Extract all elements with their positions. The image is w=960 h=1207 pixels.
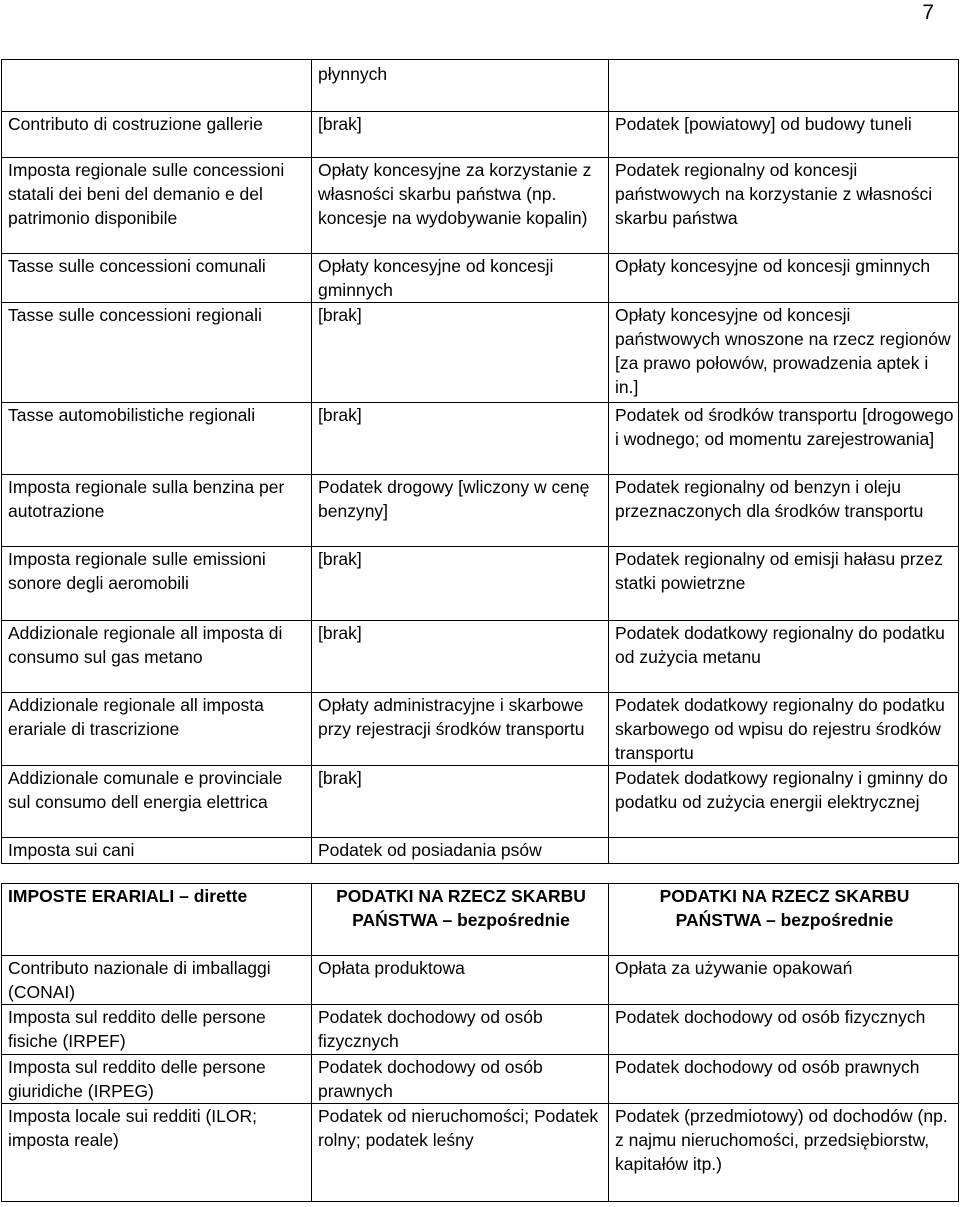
polish-equivalent-cell: Opłaty koncesyjne od koncesji gminnych bbox=[312, 254, 609, 303]
polish-equivalent-cell: Opłata produktowa bbox=[312, 956, 609, 1005]
table-row bbox=[2, 766, 959, 838]
italian-tax-cell: Imposta sul reddito delle persone giuridiche (IRPEG) bbox=[2, 1055, 312, 1104]
table-cell bbox=[2, 60, 312, 112]
polish-equivalent-cell: Opłaty administracyjne i skarbowe przy rejestracji środków transportu bbox=[312, 693, 609, 766]
italian-tax-cell: Contributo nazionale di imballaggi (CONAI) bbox=[2, 956, 312, 1005]
polish-equivalent-cell: Podatek dochodowy od osób prawnych bbox=[312, 1055, 609, 1104]
polish-translation-cell: Opłata za używanie opakowań bbox=[609, 956, 959, 1005]
column-header-italian: IMPOSTE ERARIALI – dirette bbox=[2, 884, 312, 956]
table-row bbox=[2, 475, 959, 547]
column-header-polish-translation: PODATKI NA RZECZ SKARBU PAŃSTWA – bezpośrednie bbox=[609, 884, 959, 956]
table-row bbox=[2, 112, 959, 158]
polish-translation-cell: Podatek regionalny od emisji hałasu przez statki powietrzne bbox=[609, 547, 959, 621]
table-row bbox=[2, 254, 959, 303]
polish-equivalent-cell: Podatek dochodowy od osób fizycznych bbox=[312, 1005, 609, 1055]
polish-equivalent-cell: Opłaty koncesyjne za korzystanie z własności skarbu państwa (np. koncesje na wydobywanie kopalin) bbox=[312, 158, 609, 254]
polish-equivalent-cell: [brak] bbox=[312, 621, 609, 693]
polish-translation-cell: Podatek dodatkowy regionalny do podatku od zużycia metanu bbox=[609, 621, 959, 693]
italian-tax-cell: Imposta sul reddito delle persone fisiche (IRPEF) bbox=[2, 1005, 312, 1055]
polish-equivalent-cell: [brak] bbox=[312, 112, 609, 158]
italian-tax-cell: Imposta regionale sulle concessioni statali dei beni del demanio e del patrimonio disponibile bbox=[2, 158, 312, 254]
italian-tax-cell: Tasse automobilistiche regionali bbox=[2, 403, 312, 475]
table-row bbox=[2, 1055, 959, 1104]
table-row bbox=[2, 1005, 959, 1055]
italian-tax-cell: Addizionale comunale e provinciale sul consumo dell energia elettrica bbox=[2, 766, 312, 838]
table-row bbox=[2, 547, 959, 621]
tax-comparison-table-continued bbox=[1, 59, 959, 864]
table-row bbox=[2, 303, 959, 403]
polish-translation-cell: Podatek [powiatowy] od budowy tuneli bbox=[609, 112, 959, 158]
table-header-row bbox=[2, 884, 959, 956]
table-cell bbox=[609, 60, 959, 112]
italian-tax-cell: Imposta regionale sulle emissioni sonore degli aeromobili bbox=[2, 547, 312, 621]
polish-translation-cell: Podatek dochodowy od osób fizycznych bbox=[609, 1005, 959, 1055]
polish-translation-cell: Podatek regionalny od benzyn i oleju przeznaczonych dla środków transportu bbox=[609, 475, 959, 547]
polish-equivalent-cell: [brak] bbox=[312, 547, 609, 621]
polish-translation-cell: Podatek od środków transportu [drogowego i wodnego; od momentu zarejestrowania] bbox=[609, 403, 959, 475]
polish-equivalent-cell: [brak] bbox=[312, 303, 609, 403]
italian-tax-cell: Tasse sulle concessioni regionali bbox=[2, 303, 312, 403]
table-row bbox=[2, 158, 959, 254]
direct-taxes-table bbox=[1, 883, 959, 1202]
polish-translation-cell bbox=[609, 838, 959, 864]
polish-equivalent-cell: [brak] bbox=[312, 403, 609, 475]
column-header-polish-equivalent: PODATKI NA RZECZ SKARBU PAŃSTWA – bezpośrednie bbox=[312, 884, 609, 956]
table-row bbox=[2, 60, 959, 112]
table-row bbox=[2, 403, 959, 475]
italian-tax-cell: Imposta regionale sulla benzina per autotrazione bbox=[2, 475, 312, 547]
italian-tax-cell: Contributo di costruzione gallerie bbox=[2, 112, 312, 158]
header-continuation: płynnych bbox=[318, 64, 388, 84]
polish-translation-cell: Opłaty koncesyjne od koncesji państwowych wnoszone na rzecz regionów [za prawo połowów, prowadzenia aptek i in.] bbox=[609, 303, 959, 403]
italian-tax-cell: Tasse sulle concessioni comunali bbox=[2, 254, 312, 303]
table-cell bbox=[312, 60, 609, 112]
italian-tax-cell: Addizionale regionale all imposta erariale di trascrizione bbox=[2, 693, 312, 766]
polish-translation-cell: Podatek dodatkowy regionalny do podatku skarbowego od wpisu do rejestru środków transportu bbox=[609, 693, 959, 766]
polish-translation-cell: Opłaty koncesyjne od koncesji gminnych bbox=[609, 254, 959, 303]
table-row bbox=[2, 838, 959, 864]
polish-translation-cell: Podatek dochodowy od osób prawnych bbox=[609, 1055, 959, 1104]
table-row bbox=[2, 956, 959, 1005]
polish-equivalent-cell: [brak] bbox=[312, 766, 609, 838]
table-row bbox=[2, 693, 959, 766]
polish-translation-cell: Podatek regionalny od koncesji państwowych na korzystanie z własności skarbu państwa bbox=[609, 158, 959, 254]
table-row bbox=[2, 621, 959, 693]
italian-tax-cell: Addizionale regionale all imposta di consumo sul gas metano bbox=[2, 621, 312, 693]
italian-tax-cell: Imposta locale sui redditi (ILOR; imposta reale) bbox=[2, 1104, 312, 1202]
polish-translation-cell: Podatek dodatkowy regionalny i gminny do podatku od zużycia energii elektrycznej bbox=[609, 766, 959, 838]
polish-equivalent-cell: Podatek drogowy [wliczony w cenę benzyny] bbox=[312, 475, 609, 547]
italian-tax-cell: Imposta sui cani bbox=[2, 838, 312, 864]
polish-equivalent-cell: Podatek od nieruchomości; Podatek rolny; podatek leśny bbox=[312, 1104, 609, 1202]
polish-equivalent-cell: Podatek od posiadania psów bbox=[312, 838, 609, 864]
table-row bbox=[2, 1104, 959, 1202]
page-number: 7 bbox=[922, 1, 934, 24]
polish-translation-cell: Podatek (przedmiotowy) od dochodów (np. z najmu nieruchomości, przedsiębiorstw, kapitałów itp.) bbox=[609, 1104, 959, 1202]
